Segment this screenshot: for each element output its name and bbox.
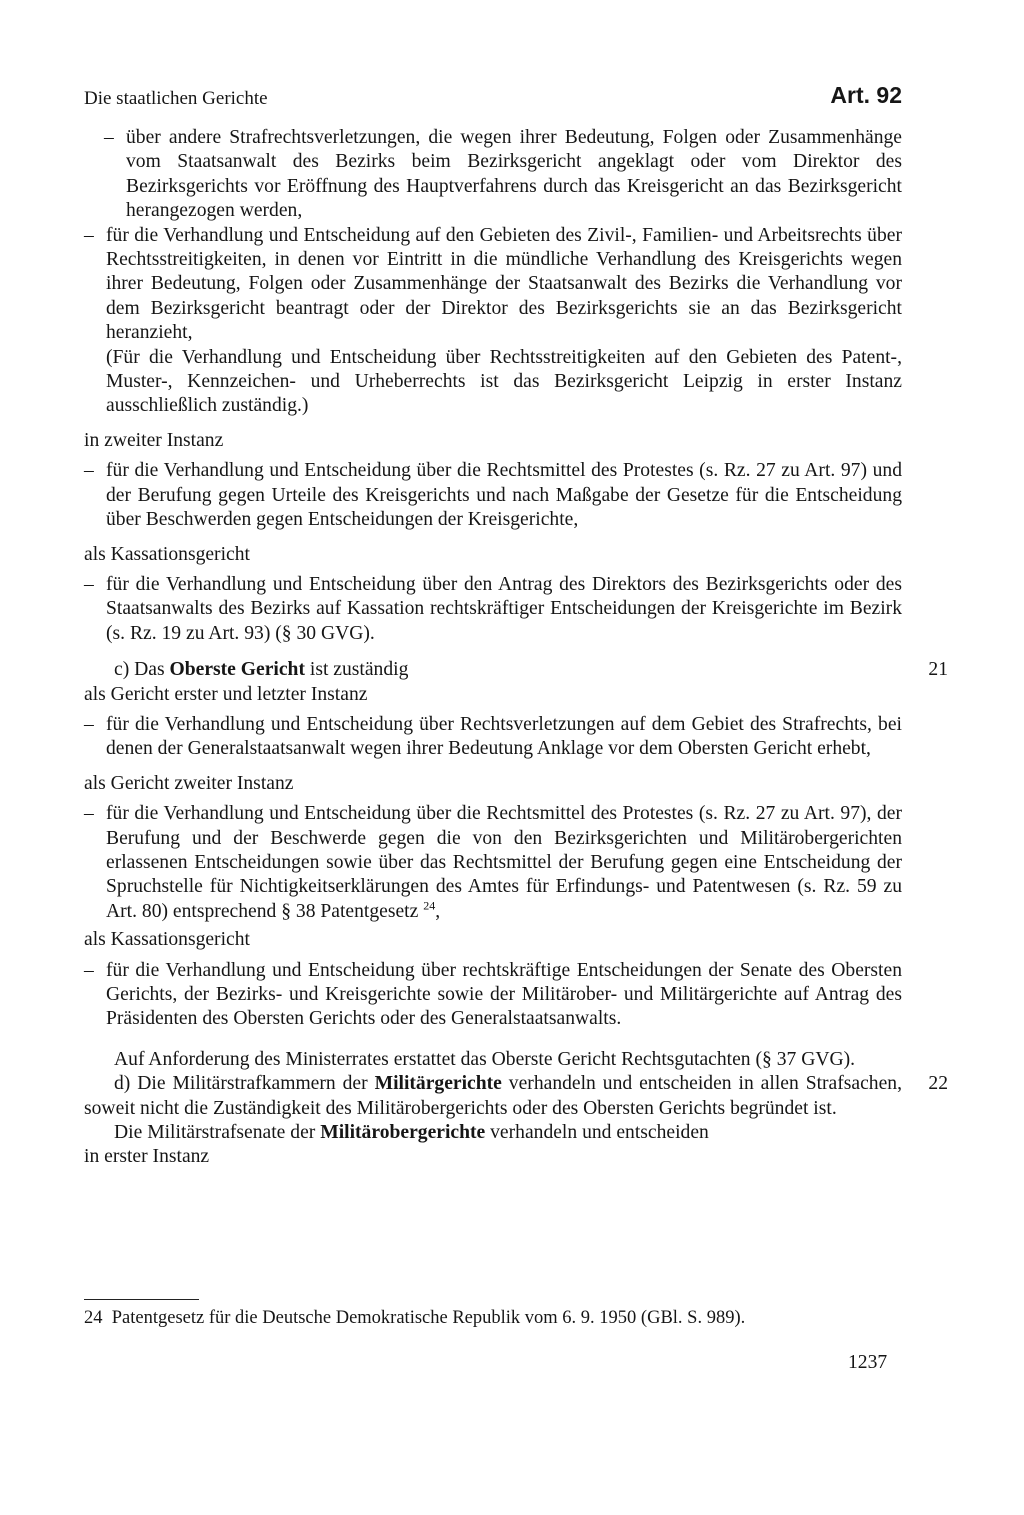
list-item [84,459,902,532]
margin-number-22: 22 [928,1073,948,1095]
text-span: , [435,900,441,922]
bold-term: Militärgerichte [374,1073,502,1095]
dash-bullet: – [84,460,94,482]
margin-number-21: 21 [928,659,948,681]
list-item-text: für die Verhandlung und Entscheidung über Rechtsverletzungen auf dem Gebiet des Strafrechts, bei denen der Generalstaatsanwalt wegen ihrer Bedeutung Anklage vor dem Obersten Gericht erhebt, [106,713,902,760]
bold-term: Oberste Gericht [169,659,305,681]
list-item-text: für die Verhandlung und Entscheidung über rechtskräftige Entscheidungen der Senate des Obersten Gerichts, der Bezirks- und Kreisgerichte sowie der Militärober- und Militärgerichte auf Antrag des Präsidenten des Obersten Gerichts oder des Generalstaatsanwalts. [106,959,902,1030]
page-body [84,126,948,1170]
text-span: ist zuständig [304,659,409,681]
footnote-number: 24 [84,1308,103,1328]
page-header [84,82,902,116]
section-label: als Gericht zweiter Instanz [84,772,294,794]
text-span: für die Verhandlung und Entscheidung über die Rechtsmittel des Protestes (s. Rz. 27 zu Art. 97), der Berufung und der Beschwerde gegen die von den Bezirksgerichten und Militärobergerichten erlassenen Entscheidungen sowie über das Rechtsmittel der Berufung gegen eine Entscheidung der Spruchstelle für Nichtigkeitserklärungen des Amtes für Erfindungs- und Patentwesen (s. Rz. 59 zu Art. 80) entsprechend § 38 Patentgesetz [106,803,902,922]
section-label: als Kassationsgericht [84,543,250,565]
paragraph-c [84,658,948,682]
paragraph-c-heading [84,658,902,682]
dash-bullet: – [84,573,94,595]
text-span: verhandeln und entscheiden in allen Strafsachen, soweit nicht die Zuständigkeit des Militärobergerichts oder des Obersten Gerichts begründet ist. [84,1073,902,1119]
list-item-text: über andere Strafrechtsverletzungen, die wegen ihrer Bedeutung, Folgen oder Zusammenhänge vom Staatsanwalt des Bezirks beim Bezirksgericht angeklagt oder vom Direktor des Bezirksgerichts vor Eröffnung des Hauptverfahrens durch das Kreisgericht an das Bezirksgericht herangezogen werden, [126,127,902,222]
footnote-text: Patentgesetz für die Deutsche Demokratische Republik vom 6. 9. 1950 (GBl. S. 989). [111,1308,746,1328]
parenthetical-note: (Für die Verhandlung und Entscheidung über Rechtsstreitigkeiten auf den Gebieten des Patent-, Muster-, Kennzeichen- und Urheberrechts ist das Bezirksgericht Leipzig in erster Instanz ausschließlich zuständig.) [106,346,902,417]
article-reference: Art. 92 [830,82,902,108]
list-item [84,802,902,924]
dash-bullet: – [84,803,94,825]
list-item-text: für die Verhandlung und Entscheidung auf den Gebieten des Zivil-, Familien- und Arbeitsrechts über Rechtsstreitigkeiten, in denen vor Eintritt in die mündliche Verhandlung des Kreisgerichts wegen ihrer Bedeutung, Folgen oder Zusammenhänge der Staatsanwalt des Bezirks die Verhandlung vor dem Bezirksgericht beantragt oder der Direktor des Bezirksgerichts sie an das Bezirksgericht heranzieht, [106,224,902,344]
dash-bullet: – [84,224,94,246]
paragraph-e [84,1121,902,1145]
section-label: in erster Instanz [84,1146,210,1168]
list-item-text: für die Verhandlung und Entscheidung über den Antrag des Direktors des Bezirksgerichts oder des Staatsanwalts des Bezirks auf Kassation rechtskräftiger Entscheidungen der Kreisgerichte im Bezirk (s. Rz. 19 zu Art. 93) (§ 30 GVG). [106,573,902,644]
list-item [84,713,902,762]
running-title: Die staatlichen Gerichte [84,88,268,109]
footnote-rule [84,1299,199,1300]
text-span: Die Militärstrafsenate der [114,1122,321,1144]
text-span: verhandeln und entscheiden [485,1122,709,1144]
bold-term: Militärobergerichte [320,1122,486,1144]
paragraph-d-text [84,1072,902,1121]
dash-bullet: – [84,713,94,735]
section-label: als Kassationsgericht [84,929,250,951]
section-label: als Gericht erster und letzter Instanz [84,683,368,705]
paragraph-d [84,1072,948,1121]
dash-bullet: – [104,127,114,148]
list-item [104,126,902,224]
footnote-ref: 24 [423,898,436,913]
list-item [84,959,902,1032]
dash-bullet: – [84,959,94,981]
text-span: d) Die Militärstrafkammern der [114,1073,375,1095]
list-item-text: für die Verhandlung und Entscheidung über die Rechtsmittel des Protestes (s. Rz. 27 zu Art. 97) und der Berufung gegen Urteile des Kreisgerichts und nach Maßgabe der Gesetze für die Entscheidung über Beschwerden gegen Entscheidungen der Kreisgerichte, [106,460,902,531]
list-item [84,224,902,346]
footnote [84,1306,902,1330]
page-number: 1237 [848,1352,888,1373]
paragraph-gutachten: Auf Anforderung des Ministerrates erstattet das Oberste Gericht Rechtsgutachten (§ 37 GVG). [114,1048,856,1070]
list-item-text [106,803,902,922]
section-label: in zweiter Instanz [84,429,224,451]
text-span: c) Das [114,659,170,681]
list-item [84,573,902,646]
